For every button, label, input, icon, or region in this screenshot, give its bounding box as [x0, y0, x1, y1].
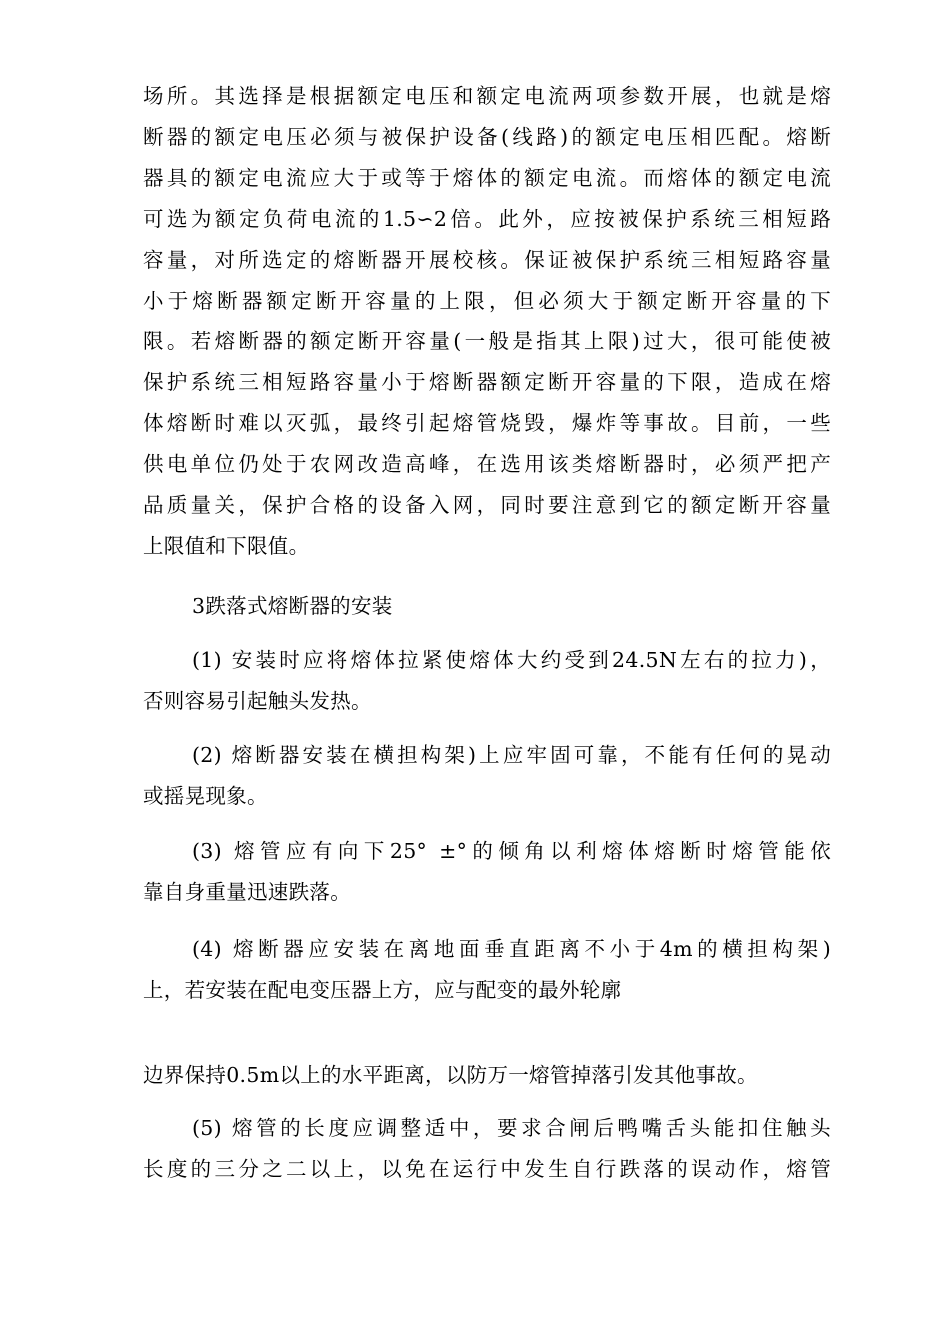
text-line: 或摇晃现象。 [143, 783, 268, 808]
text-line: (4) 熔断器应安装在离地面垂直距离不小于4m的横担构架) [192, 937, 831, 961]
list-item-2 [143, 735, 831, 817]
text-line: (1) 安装时应将熔体拉紧使熔体大约受到24.5N左右的拉力)， [192, 648, 831, 672]
text-line: 器具的额定电流应大于或等于熔体的额定电流。而熔体的额定电流 [143, 165, 831, 190]
text-line: 小于熔断器额定断开容量的上限，但必须大于额定断开容量的下 [143, 288, 831, 313]
list-item-3 [143, 831, 831, 913]
text-line: (5) 熔管的长度应调整适中，要求合闸后鸭嘴舌头能扣住触头 [192, 1116, 831, 1140]
text-line: 上限值和下限值。 [143, 533, 310, 558]
list-item-4-continued: 边界保持0.5m以上的水平距离，以防万一熔管掉落引发其他事故。 [143, 1063, 758, 1087]
text-line: 可选为额定负荷电流的1.5∽2倍。此外，应按被保护系统三相短路 [143, 206, 831, 231]
text-line: 断器的额定电压必须与被保护设备(线路)的额定电压相匹配。熔断 [143, 124, 831, 149]
text-line: 限。若熔断器的额定断开容量(一般是指其上限)过大，很可能使被 [143, 329, 831, 354]
text-line: 上，若安装在配电变压器上方，应与配变的最外轮廓 [143, 977, 622, 1002]
list-item-5 [143, 1108, 831, 1190]
text-line: 保护系统三相短路容量小于熔断器额定断开容量的下限，造成在熔 [143, 370, 831, 395]
text-line: 品质量关，保护合格的设备入网，同时要注意到它的额定断开容量 [143, 493, 831, 518]
text-line: 场所。其选择是根据额定电压和额定电流两项参数开展，也就是熔 [143, 84, 831, 108]
text-line: (3) 熔管应有向下25° ±°的倾角以利熔体熔断时熔管能依 [192, 839, 831, 863]
text-line: 靠自身重量迅速跌落。 [143, 879, 351, 904]
text-line: 长度的三分之二以上，以免在运行中发生自行跌落的误动作，熔管 [143, 1156, 831, 1181]
text-line: 否则容易引起触头发热。 [143, 688, 372, 713]
paragraph-fuse-selection [143, 76, 831, 567]
text-line: 体熔断时难以灭弧，最终引起熔管烧毁，爆炸等事故。目前，一些 [143, 411, 831, 436]
text-line: 容量，对所选定的熔断器开展校核。保证被保护系统三相短路容量 [143, 247, 831, 272]
text-line: (2) 熔断器安装在横担构架)上应牢固可靠，不能有任何的晃动 [192, 743, 831, 767]
text-line: 供电单位仍处于农网改造高峰，在选用该类熔断器时，必须严把产 [143, 452, 831, 477]
section-heading: 3跌落式熔断器的安装 [192, 594, 393, 618]
list-item-1 [143, 640, 831, 722]
list-item-4 [143, 929, 831, 1011]
